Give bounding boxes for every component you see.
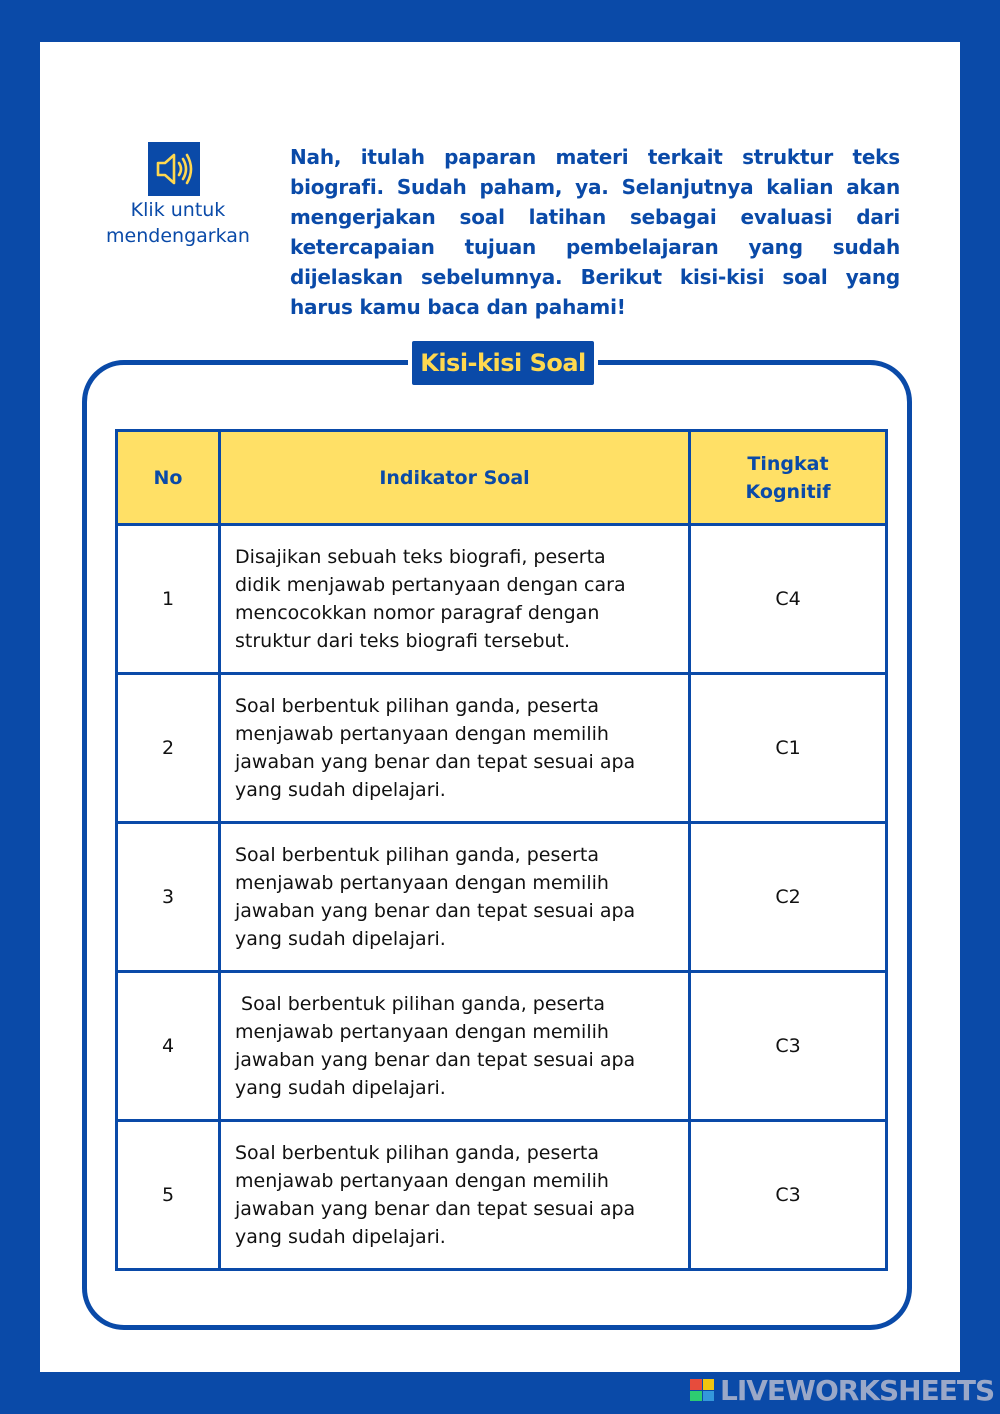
liveworksheets-watermark [690, 1373, 995, 1407]
row-level: C3 [690, 1121, 887, 1270]
row-level: C4 [690, 525, 887, 674]
row-number: 2 [117, 674, 220, 823]
header-level [690, 431, 887, 525]
play-audio-button[interactable] [148, 142, 200, 196]
speaker-icon [154, 149, 194, 189]
header-level-line1: Tingkat [747, 452, 829, 475]
audio-caption [98, 197, 258, 249]
watermark-text: LIVEWORKSHEETS [720, 1373, 995, 1407]
table-row [117, 674, 887, 823]
table-row [117, 823, 887, 972]
table-row [117, 525, 887, 674]
worksheet-page [40, 42, 960, 1372]
row-indicator: Disajikan sebuah teks biografi, peserta didik menjawab pertanyaan dengan cara mencocokkan nomor paragraf dengan struktur dari teks biografi tersebut. [220, 525, 690, 674]
row-indicator: Soal berbentuk pilihan ganda, peserta menjawab pertanyaan dengan memilih jawaban yang benar dan tepat sesuai apa yang sudah dipelajari. [220, 1121, 690, 1270]
section-title: Kisi-kisi Soal [408, 337, 598, 389]
liveworksheets-logo-icon [690, 1379, 714, 1401]
row-number: 5 [117, 1121, 220, 1270]
row-indicator: Soal berbentuk pilihan ganda, peserta menjawab pertanyaan dengan memilih jawaban yang benar dan tepat sesuai apa yang sudah dipelajari. [220, 823, 690, 972]
audio-caption-line2: mendengarkan [106, 225, 250, 247]
row-level: C2 [690, 823, 887, 972]
header-level-line2: Kognitif [745, 480, 831, 503]
row-number: 3 [117, 823, 220, 972]
table-header-row [117, 431, 887, 525]
row-level: C3 [690, 972, 887, 1121]
header-indicator: Indikator Soal [220, 431, 690, 525]
row-number: 1 [117, 525, 220, 674]
kisi-kisi-table [115, 429, 888, 1271]
header-no: No [117, 431, 220, 525]
intro-paragraph: Nah, itulah paparan materi terkait struktur teks biografi. Sudah paham, ya. Selanjutnya kalian akan mengerjakan soal latihan sebagai evaluasi dari ketercapaian tujuan pembelajaran yang sudah dijelaskan sebelumnya. Berikut kisi-kisi soal yang harus kamu baca dan pahami! [290, 145, 900, 319]
table-row [117, 1121, 887, 1270]
row-level: C1 [690, 674, 887, 823]
row-number: 4 [117, 972, 220, 1121]
row-indicator: Soal berbentuk pilihan ganda, peserta menjawab pertanyaan dengan memilih jawaban yang benar dan tepat sesuai apa yang sudah dipelajari. [220, 972, 690, 1121]
table-row [117, 972, 887, 1121]
row-indicator: Soal berbentuk pilihan ganda, peserta menjawab pertanyaan dengan memilih jawaban yang benar dan tepat sesuai apa yang sudah dipelajari. [220, 674, 690, 823]
audio-caption-line1: Klik untuk [130, 199, 226, 221]
